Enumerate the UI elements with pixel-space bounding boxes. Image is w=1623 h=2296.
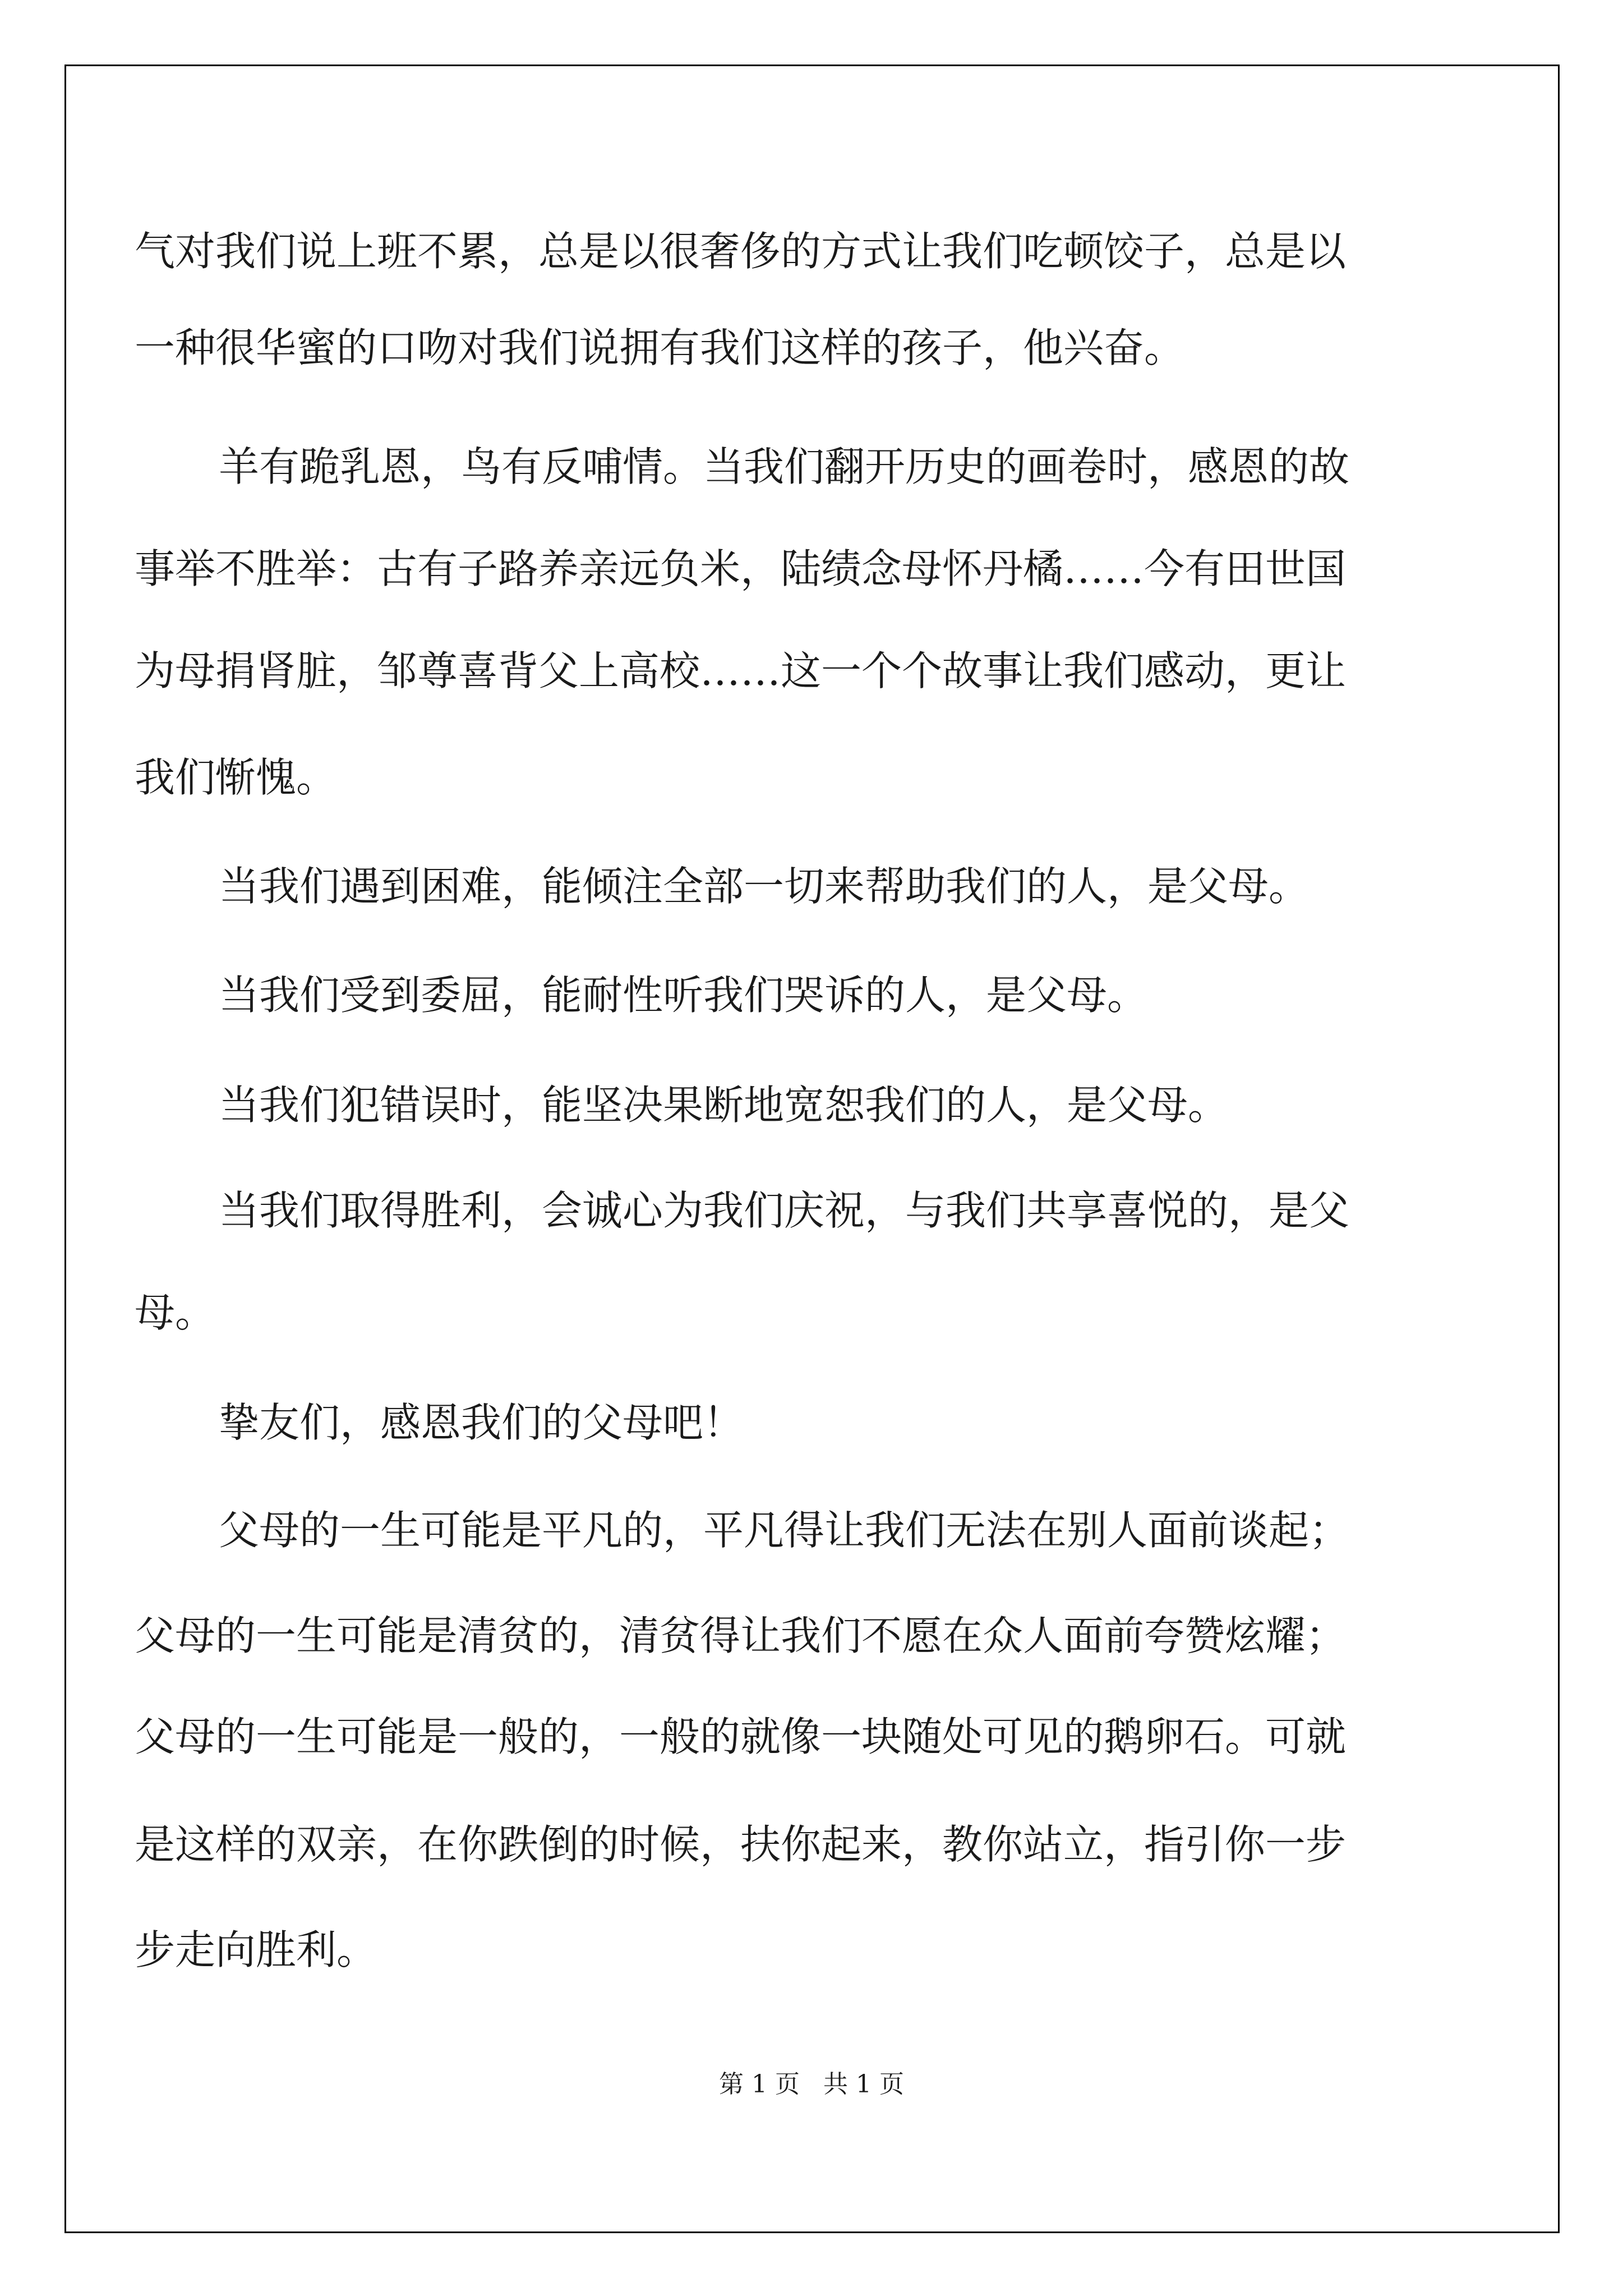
page-total: 共 1 页: [823, 2070, 904, 2099]
text-line: 我们惭愧。: [135, 754, 337, 801]
text-line: 一种很华蜜的口吻对我们说拥有我们这样的孩子，他兴奋。: [135, 324, 1185, 371]
paragraph-start-line: 羊有跪乳恩，鸟有反哺情。当我们翻开历史的画卷时，感恩的故: [219, 443, 1350, 490]
paragraph-start-line: 当我们遇到困难，能倾注全部一切来帮助我们的人，是父母。: [219, 863, 1310, 910]
text-line: 父母的一生可能是清贫的，清贫得让我们不愿在众人面前夸赞炫耀；: [135, 1612, 1347, 1659]
text-line: 为母捐肾脏，邹尊喜背父上高校……这一个个故事让我们感动，更让: [135, 647, 1347, 694]
page-footer: [0, 2068, 1623, 2101]
text-line: 事举不胜举：古有子路养亲远负米，陆绩念母怀丹橘……今有田世国: [135, 545, 1347, 592]
text-line: 是这样的双亲，在你跌倒的时候，扶你起来，教你站立，指引你一步: [135, 1821, 1347, 1868]
page-frame: [64, 65, 1560, 2233]
page-number: 第 1 页: [719, 2070, 800, 2099]
text-line: 母。: [135, 1289, 216, 1336]
paragraph-start-line: 当我们取得胜利，会诚心为我们庆祝，与我们共享喜悦的，是父: [219, 1187, 1350, 1234]
text-line: 气对我们说上班不累，总是以很奢侈的方式让我们吃顿饺子，总是以: [135, 228, 1347, 275]
paragraph-start-line: 父母的一生可能是平凡的，平凡得让我们无法在别人面前谈起；: [219, 1507, 1350, 1554]
text-line: 步走向胜利。: [135, 1926, 377, 1973]
paragraph-start-line: 当我们受到委屈，能耐性听我们哭诉的人，是父母。: [219, 972, 1148, 1019]
paragraph-start-line: 当我们犯错误时，能坚决果断地宽恕我们的人，是父母。: [219, 1082, 1229, 1129]
paragraph-start-line: 挚友们，感恩我们的父母吧！: [219, 1399, 744, 1446]
text-line: 父母的一生可能是一般的，一般的就像一块随处可见的鹅卵石。可就: [135, 1713, 1347, 1760]
